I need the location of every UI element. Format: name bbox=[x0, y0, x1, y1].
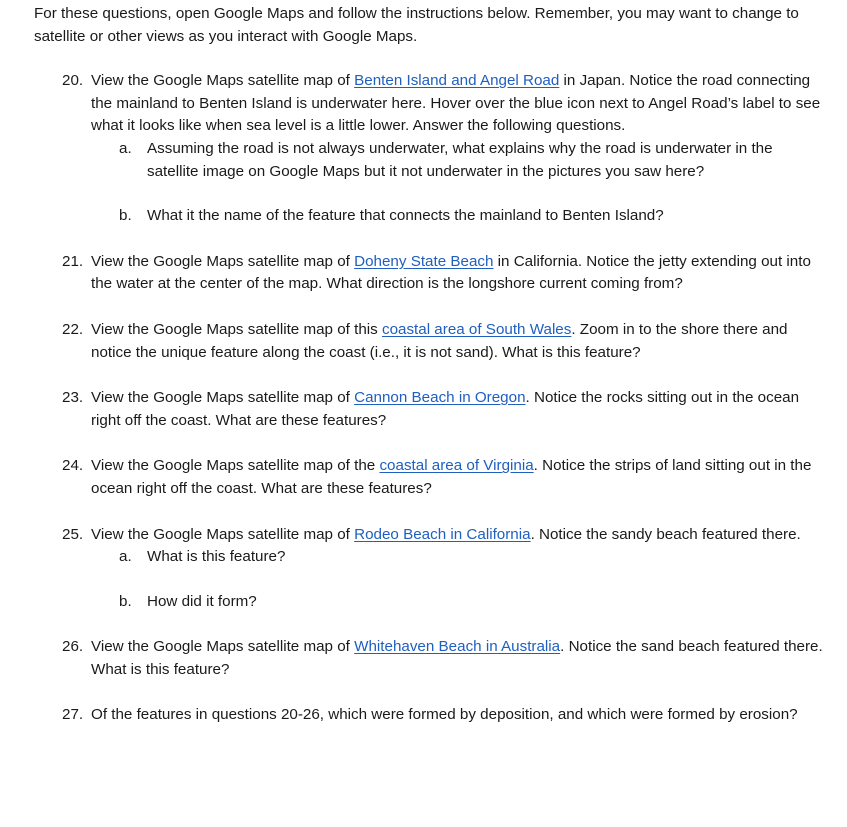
question-text-post: in Japan. Notice the road connecting the mainland to Benten Island is underwater here. Hover over the blue icon next to Angel Road’s label to see what it looks like when sea level is a little lower. Answer the following questions. bbox=[91, 72, 821, 135]
question-26 bbox=[34, 636, 824, 681]
document-page bbox=[34, 3, 824, 727]
question-20 bbox=[34, 70, 824, 138]
question-number: 20. bbox=[62, 72, 84, 90]
question-number: 25. bbox=[62, 525, 84, 543]
south-wales-link[interactable]: coastal area of South Wales bbox=[381, 320, 572, 338]
sub-question-text: How did it form? bbox=[147, 592, 257, 610]
question-text-pre: View the Google Maps satellite map of bbox=[91, 252, 355, 270]
question-23 bbox=[34, 387, 824, 432]
question-number: 23. bbox=[62, 389, 84, 407]
rodeo-beach-link[interactable]: Rodeo Beach in California bbox=[354, 525, 531, 543]
question-number: 21. bbox=[62, 252, 84, 270]
question-20b bbox=[34, 205, 824, 228]
sub-question-letter: b. bbox=[119, 207, 132, 225]
question-25b bbox=[34, 591, 824, 614]
question-text: Of the features in questions 20-26, which were formed by deposition, and which were formed by erosion? bbox=[91, 706, 798, 724]
benten-island-link[interactable]: Benten Island and Angel Road bbox=[354, 72, 560, 90]
doheny-state-beach-link[interactable]: Doheny State Beach bbox=[354, 252, 494, 270]
sub-question-letter: a. bbox=[119, 548, 132, 566]
virginia-coast-link[interactable]: coastal area of Virginia bbox=[379, 457, 534, 475]
question-25a bbox=[34, 546, 824, 569]
cannon-beach-link[interactable]: Cannon Beach in Oregon bbox=[354, 389, 526, 407]
sub-question-text: What is this feature? bbox=[147, 548, 286, 566]
intro-paragraph: For these questions, open Google Maps and follow the instructions below. Remember, you may want to change to satellite or other views as you interact with Google Maps. bbox=[34, 5, 799, 45]
question-text-post: in California. Notice the jetty extending out into the water at the center of the map. What direction is the longshore current coming from? bbox=[91, 252, 811, 293]
question-text-pre: View the Google Maps satellite map of the bbox=[91, 457, 380, 475]
question-number: 26. bbox=[62, 638, 84, 656]
question-20a bbox=[34, 138, 824, 183]
question-text-pre: View the Google Maps satellite map of bbox=[91, 638, 355, 656]
question-text-pre: View the Google Maps satellite map of bbox=[91, 72, 355, 90]
question-text-pre: View the Google Maps satellite map of bbox=[91, 525, 355, 543]
question-text-post: . Notice the sand beach featured there. What is this feature? bbox=[91, 638, 823, 678]
question-number: 22. bbox=[62, 320, 84, 338]
question-text-pre: View the Google Maps satellite map of this bbox=[91, 320, 382, 338]
question-25 bbox=[34, 524, 824, 547]
question-text-post: . Notice the strips of land sitting out in the ocean right off the coast. What are these features? bbox=[91, 457, 812, 497]
question-22 bbox=[34, 319, 824, 364]
question-text-post: . Notice the sandy beach featured there. bbox=[530, 525, 801, 543]
whitehaven-beach-link[interactable]: Whitehaven Beach in Australia bbox=[354, 638, 561, 656]
question-number: 24. bbox=[62, 457, 84, 475]
question-21 bbox=[34, 251, 824, 296]
question-text-post: . Notice the rocks sitting out in the ocean right off the coast. What are these features? bbox=[91, 389, 800, 429]
question-number: 27. bbox=[62, 706, 84, 724]
sub-question-letter: a. bbox=[119, 139, 132, 157]
sub-question-text: What it the name of the feature that connects the mainland to Benten Island? bbox=[147, 207, 664, 225]
question-text-post: . Zoom in to the shore there and notice the unique feature along the coast (i.e., it is not sand). What is this feature? bbox=[91, 320, 788, 361]
sub-question-letter: b. bbox=[119, 592, 132, 610]
question-24 bbox=[34, 455, 824, 500]
question-text-pre: View the Google Maps satellite map of bbox=[91, 389, 355, 407]
sub-question-text: Assuming the road is not always underwater, what explains why the road is underwater in the satellite image on Google Maps but it not underwater in the pictures you saw here? bbox=[147, 139, 773, 180]
question-27 bbox=[34, 704, 824, 727]
